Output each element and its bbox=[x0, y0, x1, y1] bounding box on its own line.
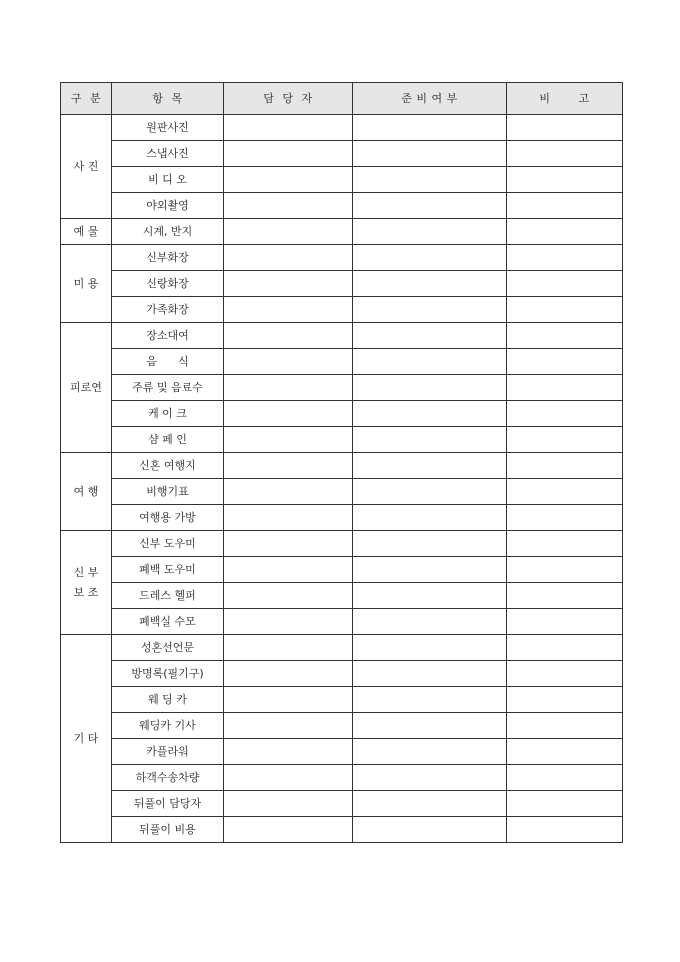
person-in-charge-cell[interactable] bbox=[224, 141, 353, 167]
item-cell bbox=[112, 661, 224, 687]
item-cell bbox=[112, 271, 224, 297]
remarks-cell[interactable] bbox=[507, 505, 623, 531]
preparation-status-cell[interactable] bbox=[353, 817, 507, 843]
remarks-cell[interactable] bbox=[507, 583, 623, 609]
preparation-status-cell[interactable] bbox=[353, 635, 507, 661]
category-label: 예 물 bbox=[73, 224, 99, 238]
category-cell bbox=[61, 635, 112, 843]
person-in-charge-cell[interactable] bbox=[224, 453, 353, 479]
remarks-cell[interactable] bbox=[507, 739, 623, 765]
person-in-charge-cell[interactable] bbox=[224, 245, 353, 271]
item-label: 신부 도우미 bbox=[139, 536, 196, 550]
preparation-status-cell[interactable] bbox=[353, 505, 507, 531]
item-cell bbox=[112, 427, 224, 453]
category-cell bbox=[61, 453, 112, 531]
remarks-cell[interactable] bbox=[507, 297, 623, 323]
item-cell bbox=[112, 687, 224, 713]
item-cell bbox=[112, 193, 224, 219]
category-cell bbox=[61, 115, 112, 219]
table-row bbox=[61, 687, 623, 713]
remarks-cell[interactable] bbox=[507, 635, 623, 661]
item-label: 뒤풀이 비용 bbox=[139, 822, 196, 836]
item-cell bbox=[112, 219, 224, 245]
preparation-status-cell[interactable] bbox=[353, 375, 507, 401]
item-label: 신랑화장 bbox=[146, 276, 189, 290]
table-row bbox=[61, 557, 623, 583]
table-row bbox=[61, 661, 623, 687]
table-row bbox=[61, 141, 623, 167]
remarks-cell[interactable] bbox=[507, 765, 623, 791]
category-label: 기 타 bbox=[73, 731, 99, 745]
category-cell bbox=[61, 245, 112, 323]
item-cell bbox=[112, 479, 224, 505]
remarks-cell[interactable] bbox=[507, 427, 623, 453]
category-label: 신 부 보 조 bbox=[73, 565, 99, 599]
preparation-status-cell[interactable] bbox=[353, 323, 507, 349]
remarks-cell[interactable] bbox=[507, 193, 623, 219]
header-preparation-status: 준 비 여 부 bbox=[353, 83, 507, 115]
remarks-cell[interactable] bbox=[507, 271, 623, 297]
item-label: 시계, 반지 bbox=[142, 224, 193, 238]
preparation-status-cell[interactable] bbox=[353, 557, 507, 583]
item-label: 폐백실 수모 bbox=[139, 614, 196, 628]
item-cell bbox=[112, 791, 224, 817]
preparation-status-cell[interactable] bbox=[353, 115, 507, 141]
item-label: 케 이 크 bbox=[148, 406, 187, 420]
person-in-charge-cell[interactable] bbox=[224, 323, 353, 349]
person-in-charge-cell[interactable] bbox=[224, 557, 353, 583]
table-row bbox=[61, 401, 623, 427]
item-label: 방명록(필기구) bbox=[131, 666, 204, 680]
preparation-status-cell[interactable] bbox=[353, 349, 507, 375]
remarks-cell[interactable] bbox=[507, 817, 623, 843]
remarks-cell[interactable] bbox=[507, 115, 623, 141]
person-in-charge-cell[interactable] bbox=[224, 713, 353, 739]
item-label: 신부화장 bbox=[146, 250, 189, 264]
item-label: 성혼선언문 bbox=[140, 640, 195, 654]
preparation-status-cell[interactable] bbox=[353, 791, 507, 817]
remarks-cell[interactable] bbox=[507, 375, 623, 401]
table-row bbox=[61, 323, 623, 349]
preparation-status-cell[interactable] bbox=[353, 427, 507, 453]
person-in-charge-cell[interactable] bbox=[224, 739, 353, 765]
preparation-status-cell[interactable] bbox=[353, 661, 507, 687]
table-row bbox=[61, 609, 623, 635]
person-in-charge-cell[interactable] bbox=[224, 375, 353, 401]
preparation-status-cell[interactable] bbox=[353, 401, 507, 427]
table-row bbox=[61, 219, 623, 245]
remarks-cell[interactable] bbox=[507, 661, 623, 687]
item-label: 웨 딩 카 bbox=[148, 692, 187, 706]
item-cell bbox=[112, 583, 224, 609]
item-label: 원판사진 bbox=[146, 120, 189, 134]
person-in-charge-cell[interactable] bbox=[224, 167, 353, 193]
item-cell bbox=[112, 609, 224, 635]
person-in-charge-cell[interactable] bbox=[224, 583, 353, 609]
person-in-charge-cell[interactable] bbox=[224, 661, 353, 687]
item-cell bbox=[112, 323, 224, 349]
item-cell bbox=[112, 713, 224, 739]
preparation-status-cell[interactable] bbox=[353, 219, 507, 245]
item-cell bbox=[112, 635, 224, 661]
person-in-charge-cell[interactable] bbox=[224, 219, 353, 245]
item-cell bbox=[112, 817, 224, 843]
item-cell bbox=[112, 245, 224, 271]
item-cell bbox=[112, 557, 224, 583]
item-cell bbox=[112, 141, 224, 167]
person-in-charge-cell[interactable] bbox=[224, 115, 353, 141]
remarks-cell[interactable] bbox=[507, 219, 623, 245]
item-label: 주류 및 음료수 bbox=[132, 380, 203, 394]
preparation-status-cell[interactable] bbox=[353, 583, 507, 609]
category-cell bbox=[61, 219, 112, 245]
table-row bbox=[61, 271, 623, 297]
preparation-status-cell[interactable] bbox=[353, 687, 507, 713]
table-row bbox=[61, 583, 623, 609]
table-row bbox=[61, 167, 623, 193]
preparation-status-cell[interactable] bbox=[353, 453, 507, 479]
item-cell bbox=[112, 401, 224, 427]
category-label: 사 진 bbox=[73, 159, 99, 173]
person-in-charge-cell[interactable] bbox=[224, 349, 353, 375]
category-cell bbox=[61, 323, 112, 453]
person-in-charge-cell[interactable] bbox=[224, 635, 353, 661]
remarks-cell[interactable] bbox=[507, 323, 623, 349]
preparation-status-cell[interactable] bbox=[353, 713, 507, 739]
table-row bbox=[61, 791, 623, 817]
header-row bbox=[61, 83, 623, 115]
item-cell bbox=[112, 453, 224, 479]
wedding-checklist-sheet bbox=[60, 82, 622, 843]
person-in-charge-cell[interactable] bbox=[224, 609, 353, 635]
header-person-in-charge: 담 당 자 bbox=[224, 83, 353, 115]
item-label: 비 디 오 bbox=[148, 172, 187, 186]
table-row bbox=[61, 817, 623, 843]
item-cell bbox=[112, 297, 224, 323]
item-label: 야외촬영 bbox=[146, 198, 189, 212]
preparation-status-cell[interactable] bbox=[353, 479, 507, 505]
item-label: 하객수송차량 bbox=[135, 770, 200, 784]
item-label: 비행기표 bbox=[146, 484, 189, 498]
header-category: 구 분 bbox=[61, 83, 112, 115]
item-label: 장소대여 bbox=[146, 328, 189, 342]
table-row bbox=[61, 193, 623, 219]
person-in-charge-cell[interactable] bbox=[224, 297, 353, 323]
remarks-cell[interactable] bbox=[507, 245, 623, 271]
preparation-status-cell[interactable] bbox=[353, 297, 507, 323]
preparation-status-cell[interactable] bbox=[353, 609, 507, 635]
preparation-status-cell[interactable] bbox=[353, 167, 507, 193]
item-label: 음 식 bbox=[146, 354, 189, 368]
person-in-charge-cell[interactable] bbox=[224, 687, 353, 713]
header-remarks: 비 고 bbox=[507, 83, 623, 115]
item-label: 여행용 가방 bbox=[139, 510, 196, 524]
table-row bbox=[61, 505, 623, 531]
table-row bbox=[61, 349, 623, 375]
table-row bbox=[61, 479, 623, 505]
person-in-charge-cell[interactable] bbox=[224, 765, 353, 791]
item-label: 샴 페 인 bbox=[148, 432, 187, 446]
preparation-status-cell[interactable] bbox=[353, 531, 507, 557]
table-row bbox=[61, 739, 623, 765]
preparation-status-cell[interactable] bbox=[353, 193, 507, 219]
remarks-cell[interactable] bbox=[507, 401, 623, 427]
item-label: 폐백 도우미 bbox=[139, 562, 196, 576]
item-label: 스냅사진 bbox=[146, 146, 189, 160]
item-cell bbox=[112, 349, 224, 375]
item-cell bbox=[112, 167, 224, 193]
table-row bbox=[61, 635, 623, 661]
table-row bbox=[61, 297, 623, 323]
person-in-charge-cell[interactable] bbox=[224, 791, 353, 817]
item-cell bbox=[112, 115, 224, 141]
item-label: 웨딩카 기사 bbox=[139, 718, 196, 732]
item-cell bbox=[112, 375, 224, 401]
remarks-cell[interactable] bbox=[507, 687, 623, 713]
remarks-cell[interactable] bbox=[507, 609, 623, 635]
preparation-status-cell[interactable] bbox=[353, 765, 507, 791]
item-label: 드레스 헬퍼 bbox=[139, 588, 196, 602]
person-in-charge-cell[interactable] bbox=[224, 427, 353, 453]
item-cell bbox=[112, 739, 224, 765]
remarks-cell[interactable] bbox=[507, 531, 623, 557]
table-row bbox=[61, 453, 623, 479]
table-row bbox=[61, 765, 623, 791]
item-cell bbox=[112, 765, 224, 791]
person-in-charge-cell[interactable] bbox=[224, 401, 353, 427]
item-label: 카플라워 bbox=[146, 744, 189, 758]
category-label: 피로연 bbox=[70, 380, 102, 394]
remarks-cell[interactable] bbox=[507, 791, 623, 817]
item-cell bbox=[112, 531, 224, 557]
category-label: 미 용 bbox=[73, 276, 99, 290]
remarks-cell[interactable] bbox=[507, 713, 623, 739]
person-in-charge-cell[interactable] bbox=[224, 531, 353, 557]
remarks-cell[interactable] bbox=[507, 557, 623, 583]
item-label: 신혼 여행지 bbox=[139, 458, 196, 472]
preparation-status-cell[interactable] bbox=[353, 271, 507, 297]
remarks-cell[interactable] bbox=[507, 479, 623, 505]
remarks-cell[interactable] bbox=[507, 167, 623, 193]
table-row bbox=[61, 115, 623, 141]
remarks-cell[interactable] bbox=[507, 349, 623, 375]
preparation-status-cell[interactable] bbox=[353, 141, 507, 167]
item-label: 뒤풀이 담당자 bbox=[133, 796, 202, 810]
table-row bbox=[61, 713, 623, 739]
remarks-cell[interactable] bbox=[507, 453, 623, 479]
table-row bbox=[61, 531, 623, 557]
table-row bbox=[61, 427, 623, 453]
table-row bbox=[61, 245, 623, 271]
person-in-charge-cell[interactable] bbox=[224, 271, 353, 297]
person-in-charge-cell[interactable] bbox=[224, 479, 353, 505]
item-cell bbox=[112, 505, 224, 531]
checklist-body bbox=[61, 115, 623, 843]
item-label: 가족화장 bbox=[146, 302, 189, 316]
person-in-charge-cell[interactable] bbox=[224, 505, 353, 531]
remarks-cell[interactable] bbox=[507, 141, 623, 167]
preparation-status-cell[interactable] bbox=[353, 739, 507, 765]
preparation-status-cell[interactable] bbox=[353, 245, 507, 271]
category-cell bbox=[61, 531, 112, 635]
person-in-charge-cell[interactable] bbox=[224, 193, 353, 219]
checklist-table bbox=[60, 82, 623, 843]
table-row bbox=[61, 375, 623, 401]
category-label: 여 행 bbox=[73, 484, 99, 498]
person-in-charge-cell[interactable] bbox=[224, 817, 353, 843]
header-item: 항 목 bbox=[112, 83, 224, 115]
